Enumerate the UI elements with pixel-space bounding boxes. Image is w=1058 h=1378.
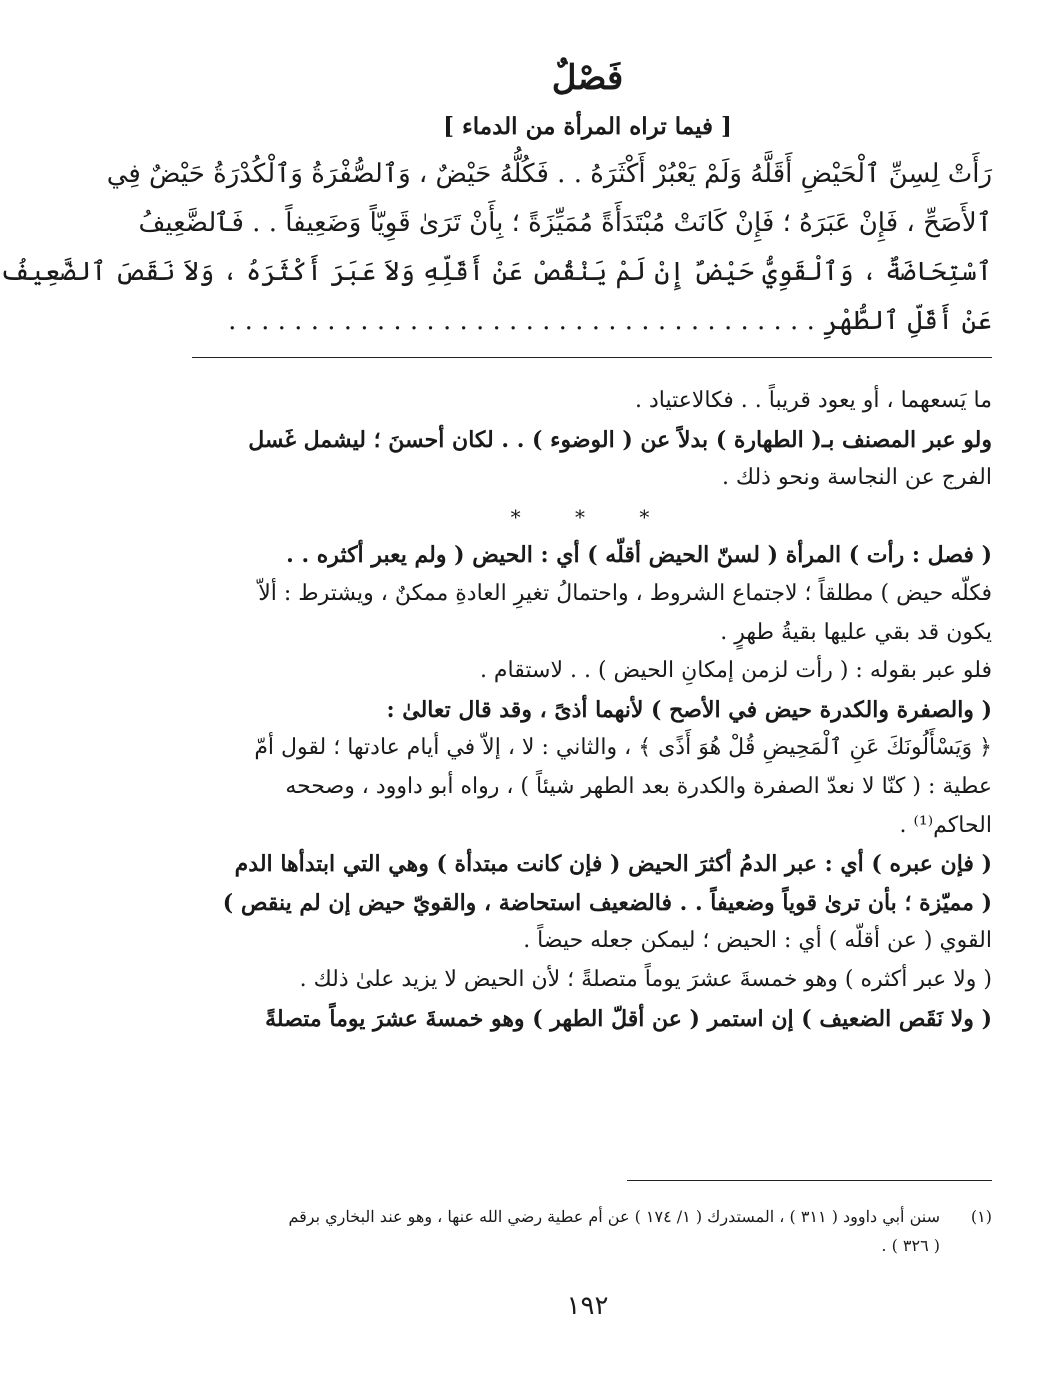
commentary-line: الفرج عن النجاسة ونحو ذلك . <box>721 465 992 491</box>
commentary-line: ( ولا عبر أكثره ) وهو خمسةَ عشرَ يوماً متصلةً ؛ لأن الحيض لا يزيد علىٰ ذلك . <box>299 966 992 992</box>
matn-line: عَنْ أَقَلِّ ٱلطُّهْرِ . . . . . . . . . . . . . . . . . . . . . . . . . . . . . . . . . . . . <box>228 306 992 336</box>
footnote-separator-rule <box>627 1180 992 1181</box>
footnote-text: سنن أبي داوود ( ٣١١ ) ، المستدرك ( ١/ ١٧٤ ) عن أم عطية رضي الله عنها ، وهو عند البخاري برقم <box>288 1207 940 1226</box>
chapter-title: فَصْلٌ <box>551 58 624 98</box>
commentary-line: ( مميّزة ؛ بأن ترىٰ قوياً وضعيفاً . . فالضعيف استحاضة ، والقويّ حيض إن لم ينقص ) <box>222 889 992 916</box>
commentary-line: ما يَسعهما ، أو يعود قريباً . . فكالاعتياد . <box>634 388 992 413</box>
matn-text <box>0 150 992 346</box>
commentary-line: يكون قد بقي عليها بقيةُ طهرٍ . <box>720 619 992 645</box>
footnote <box>192 1202 992 1260</box>
commentary-line: الحاكم⁽¹⁾ . <box>899 812 992 838</box>
commentary-line: ( والصفرة والكدرة حيض في الأصح ) لأنهما أذىً ، وقد قال تعالىٰ : <box>386 696 992 723</box>
matn-line: ٱسْتِحَاضَةٌ ، وَٱلْقَوِيُّ حَيْضٌ إِنْ لَمْ يَنْقُصْ عَنْ أَقَلِّهِ وَلاَ عَبَرَ أَكْثَرَهُ ، وَلاَ نَقَصَ ٱلضَّعِيفُ <box>0 257 992 287</box>
commentary-line: القوي ( عن أقلّه ) أي : الحيض ؛ ليمكن جعله حيضاً . <box>523 928 992 954</box>
commentary-line: فلو عبر بقوله : ( رأت لزمن إمكانِ الحيض ) . . لاستقام . <box>479 658 992 684</box>
matn-separator-rule <box>192 357 992 358</box>
matn-line: رَأَتْ لِسِنِّ ٱلْحَيْضِ أَقَلَّهُ وَلَمْ يَعْبُرْ أَكْثَرَهُ . . فَكُلُّهُ حَيْضٌ ، وَٱلصُّفْرَةُ وَٱلْكُدْرَةُ حَيْضٌ فِي <box>106 159 992 189</box>
commentary-line: ( فصل : رأت ) المرأة ( لسنّ الحيض أقلّه ) أي : الحيض ( ولم يعبر أكثره . . <box>286 542 992 569</box>
footnote-number: (١) <box>970 1207 992 1226</box>
commentary-line: ولو عبر المصنف بـ( الطهارة ) بدلاً عن ( الوضوء ) . . لكان أحسنَ ؛ ليشمل غَسل <box>248 426 992 453</box>
commentary-line: ﴿ وَيَسْأَلُونَكَ عَنِ ٱلْمَحِيضِ قُلْ هُوَ أَذًى ﴾ ، والثاني : لا ، إلاّ في أيام عادتها ؛ لقول أمّ <box>254 735 992 761</box>
footnote-text: ( ٣٢٦ ) . <box>881 1236 940 1255</box>
footnote-line <box>192 1231 992 1260</box>
commentary-line: فكلّه حيض ) مطلقاً ؛ لاجتماع الشروط ، واحتمالُ تغيرِ العادةِ ممكنٌ ، ويشترط : ألاّ <box>258 580 992 606</box>
commentary-text <box>192 382 992 1038</box>
matn-line: ٱلأَصَحِّ ، فَإِنْ عَبَرَهُ ؛ فَإِنْ كَانَتْ مُبْتَدَأَةً مُمَيِّزَةً ؛ بِأَنْ تَرَىٰ قَوِيّاً وَضَعِيفاً . . فَٱلضَّعِيفُ <box>138 208 992 238</box>
footnote-line <box>192 1202 992 1231</box>
page-number: ١٩٢ <box>566 1291 609 1321</box>
commentary-line: عطية : ( كنّا لا نعدّ الصفرة والكدرة بعد الطهر شيئاً ) ، رواه أبو داوود ، وصححه <box>285 773 992 799</box>
commentary-line: ( فإن عبره ) أي : عبر الدمُ أكثرَ الحيض ( فإن كانت مبتدأة ) وهي التي ابتدأها الدم <box>234 851 992 878</box>
section-divider-stars: * * * <box>510 504 674 529</box>
section-subheading: [ فيما تراه المرأة من الدماء ] <box>443 113 732 140</box>
commentary-line: ( ولا نَقَص الضعيف ) إن استمر ( عن أقلّ الطهر ) وهو خمسةَ عشرَ يوماً متصلةً <box>265 1005 992 1032</box>
